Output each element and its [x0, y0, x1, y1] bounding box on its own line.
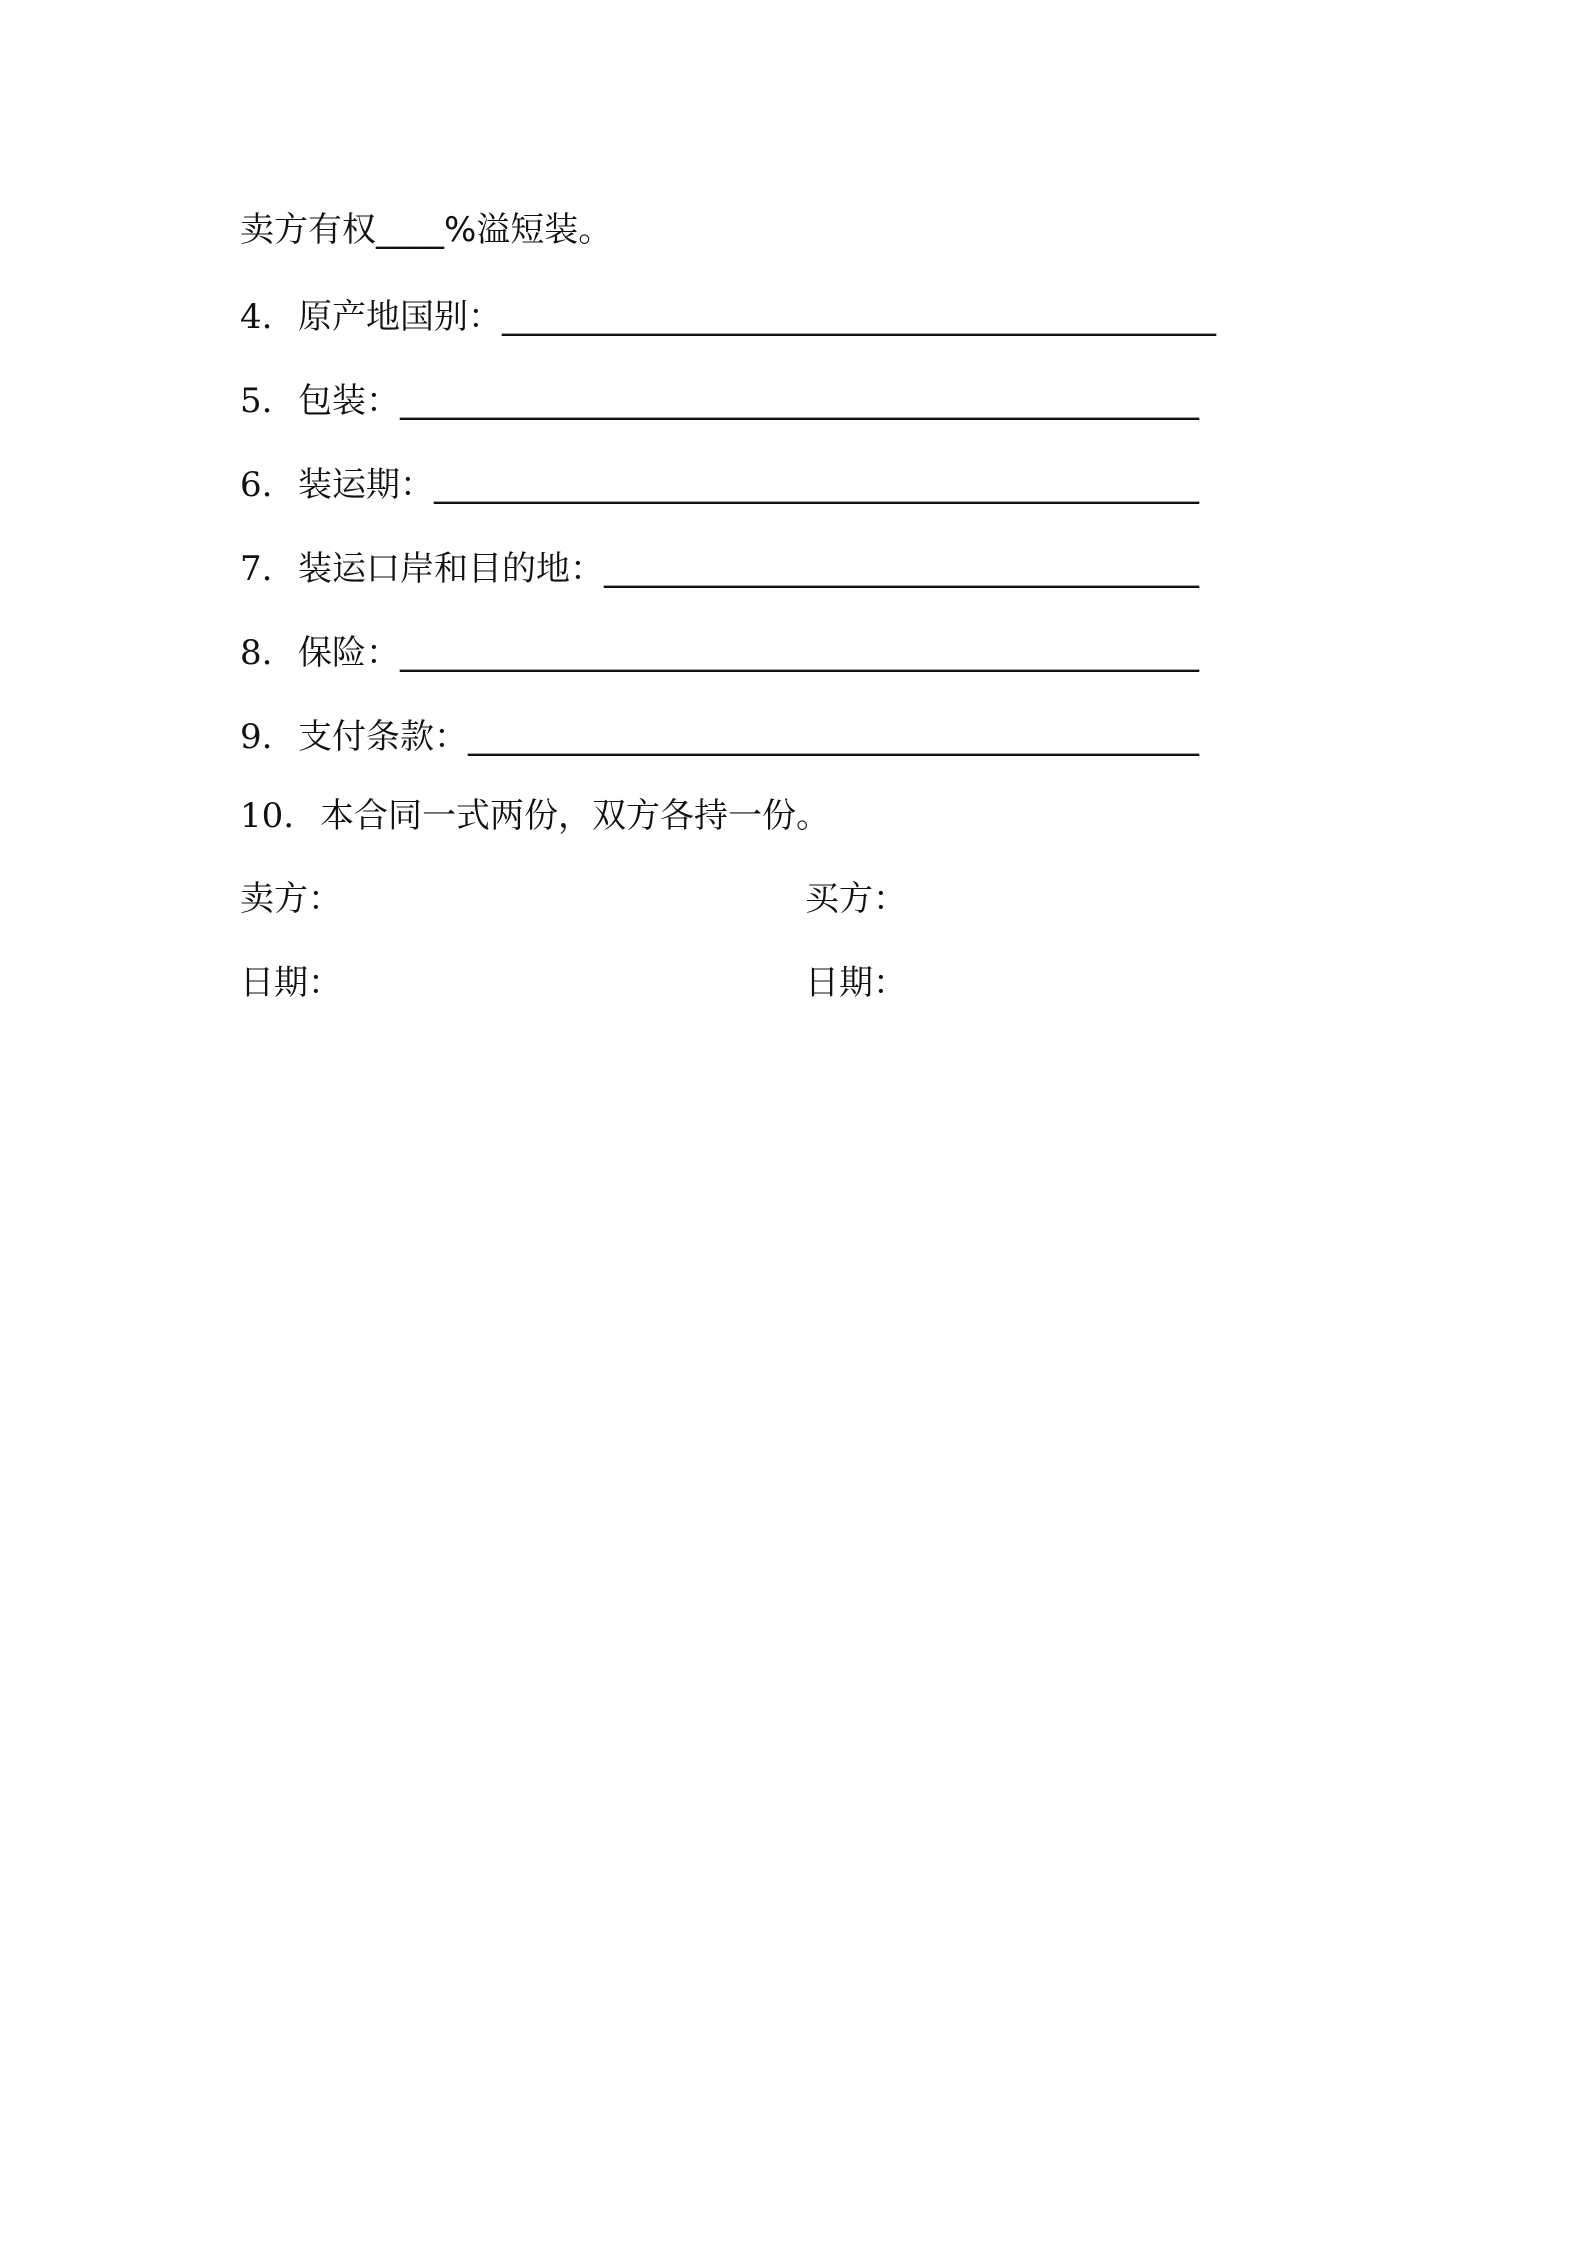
clause-payment-terms [240, 714, 1199, 760]
clause-ports [240, 546, 1199, 592]
clause-label: 保险： [298, 633, 400, 673]
buyer-signature-label: 买方： [805, 879, 907, 919]
fill-in-blank: _______________________________________________ [400, 633, 1199, 673]
overfill-prefix: 卖方有权 [240, 210, 376, 250]
clause-label: 装运期： [298, 465, 434, 505]
clause-number: 8. [240, 633, 273, 673]
clause-label: 本合同一式两份，双方各持一份。 [320, 796, 830, 836]
clause-shipment-period [240, 462, 1199, 508]
clause-number: 4. [240, 297, 273, 337]
clause-insurance [240, 630, 1199, 676]
clause-number: 9. [240, 717, 273, 757]
seller-date-label: 日期： [240, 963, 342, 1003]
fill-in-blank: ___________________________________________ [468, 717, 1199, 757]
fill-in-blank: ___________________________________ [604, 549, 1199, 589]
clause-packing [240, 378, 1199, 424]
fill-in-blank: _____________________________________________ [434, 465, 1199, 505]
fill-in-blank: __________________________________________ [502, 297, 1216, 337]
seller-signature-label: 卖方： [240, 879, 342, 919]
fill-in-blank: _______________________________________________ [400, 381, 1199, 421]
clause-copies [240, 793, 830, 839]
clause-number: 5. [240, 381, 273, 421]
clause-label: 包装： [298, 381, 400, 421]
clause-label: 装运口岸和目的地： [298, 549, 604, 589]
overfill-clause [240, 207, 612, 253]
clause-number: 7. [240, 549, 273, 589]
clause-number: 10. [240, 796, 295, 836]
buyer-date-label: 日期： [805, 963, 907, 1003]
clause-number: 6. [240, 465, 273, 505]
overfill-suffix: %溢短装。 [444, 210, 613, 250]
clause-label: 原产地国别： [298, 297, 502, 337]
clause-label: 支付条款： [298, 717, 468, 757]
clause-origin [240, 294, 1216, 340]
overfill-blank: ____ [376, 210, 444, 250]
